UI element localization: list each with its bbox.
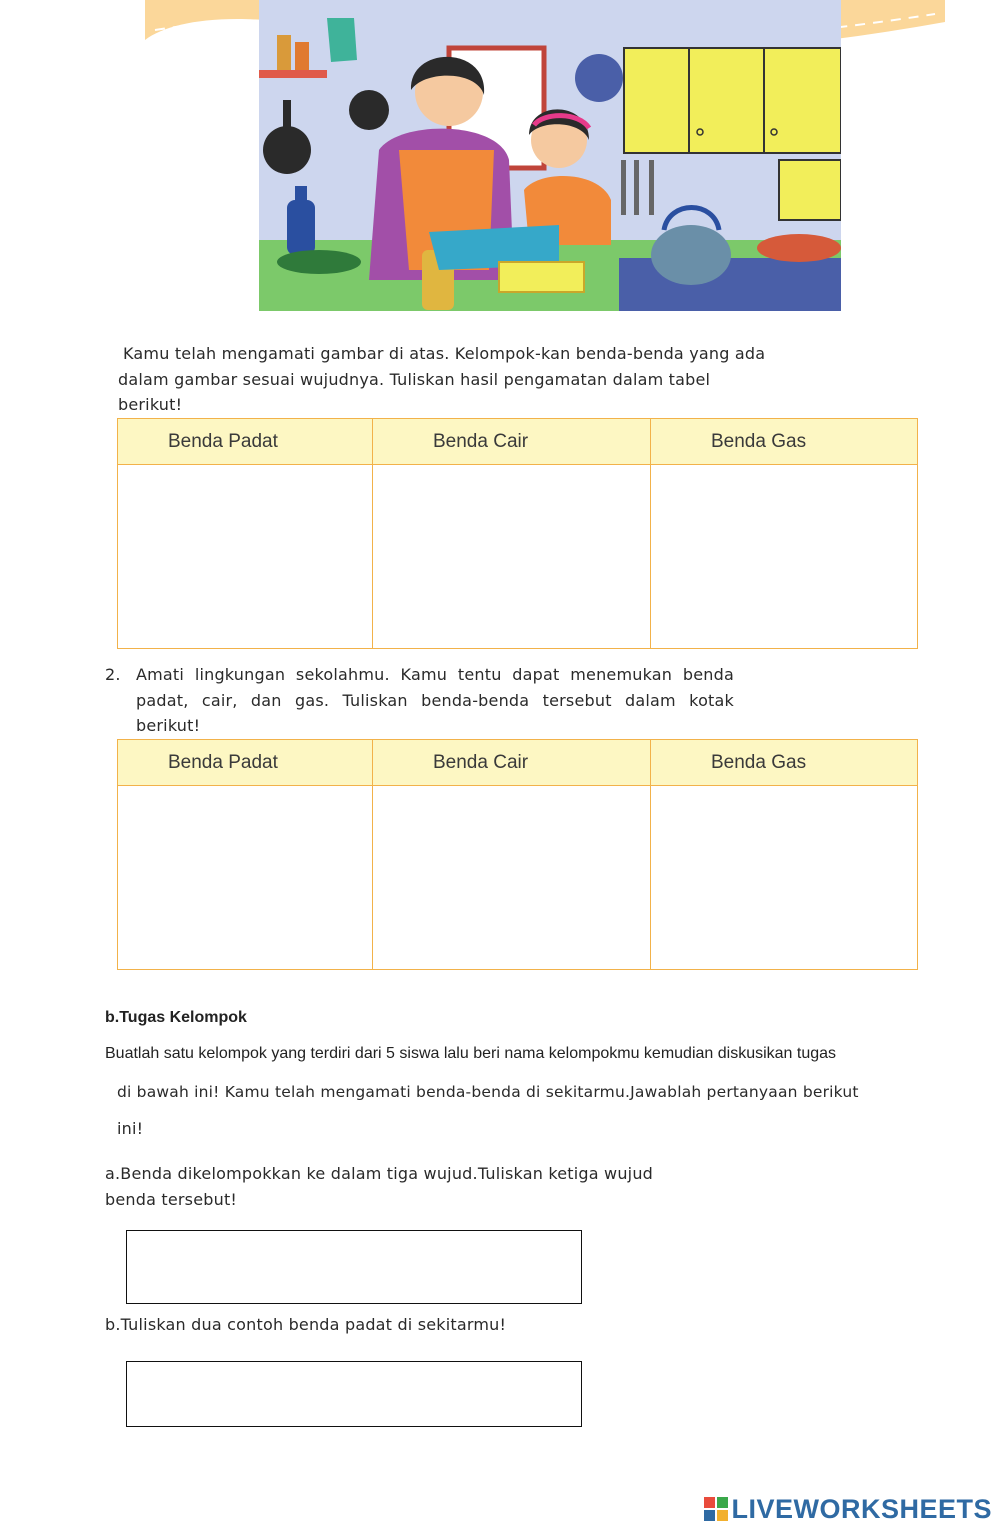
question-2-line-2: padat, cair, dan gas. Tuliskan benda-benda tersebut dalam kotak — [136, 690, 734, 710]
answer-a-input[interactable] — [127, 1231, 581, 1303]
solid-answer-input[interactable] — [118, 861, 372, 895]
group-task-line-3: ini! — [117, 1119, 144, 1138]
liveworksheets-logo — [704, 1492, 992, 1526]
intro-paragraph — [118, 341, 818, 418]
group-task-line-1: Buatlah satu kelompok yang terdiri dari 5 siswa lalu beri nama kelompokmu kemudian diskusikan tugas — [105, 1045, 837, 1062]
table-header-row — [118, 740, 918, 786]
question-a-line-1: a.Benda dikelompokkan ke dalam tiga wujud.Tuliskan ketiga wujud — [105, 1164, 654, 1183]
intro-line-3: berikut! — [118, 395, 183, 414]
group-task-line-2: di bawah ini! Kamu telah mengamati benda-benda di sekitarmu.Jawablah pertanyaan berikut — [117, 1083, 859, 1101]
question-2-number: 2. — [105, 665, 121, 684]
header-solid: Benda Padat — [118, 740, 373, 786]
answer-cell-gas[interactable] — [651, 786, 918, 970]
answer-cell-solid[interactable] — [118, 465, 373, 649]
liveworksheets-logo-text: LIVEWORKSHEETS — [731, 1493, 992, 1524]
kitchen-illustration — [259, 0, 841, 311]
header-liquid: Benda Cair — [373, 740, 651, 786]
question-b-text: b.Tuliskan dua contoh benda padat di sekitarmu! — [105, 1315, 507, 1334]
group-task-title: b.Tugas Kelompok — [105, 1009, 247, 1026]
intro-line-1: Kamu telah mengamati gambar di atas. Kelompok-kan benda-benda yang ada — [123, 344, 766, 363]
answer-box-b[interactable] — [126, 1361, 582, 1427]
liveworksheets-logo-icon — [704, 1497, 728, 1521]
answer-cell-solid[interactable] — [118, 786, 373, 970]
table-header-row — [118, 419, 918, 465]
header-gas: Benda Gas — [651, 740, 918, 786]
answer-cell-gas[interactable] — [651, 465, 918, 649]
answer-cell-liquid[interactable] — [373, 465, 651, 649]
solid-answer-input[interactable] — [118, 540, 372, 574]
question-a-text — [105, 1161, 725, 1212]
table-answer-row — [118, 465, 918, 649]
liquid-answer-input[interactable] — [373, 861, 650, 895]
intro-line-2: dalam gambar sesuai wujudnya. Tuliskan hasil pengamatan dalam tabel — [118, 369, 711, 389]
header-liquid: Benda Cair — [373, 419, 651, 465]
gas-answer-input[interactable] — [651, 540, 917, 574]
question-2-text — [136, 662, 734, 739]
header-solid: Benda Padat — [118, 419, 373, 465]
observation-table-1 — [117, 418, 918, 649]
question-2-line-1: Amati lingkungan sekolahmu. Kamu tentu dapat menemukan benda — [136, 665, 734, 684]
gas-answer-input[interactable] — [651, 861, 917, 895]
table-answer-row — [118, 786, 918, 970]
answer-box-a[interactable] — [126, 1230, 582, 1304]
header-gas: Benda Gas — [651, 419, 918, 465]
liquid-answer-input[interactable] — [373, 540, 650, 574]
answer-b-input[interactable] — [127, 1362, 581, 1426]
observation-table-2 — [117, 739, 918, 970]
question-2-line-3: berikut! — [136, 716, 201, 735]
answer-cell-liquid[interactable] — [373, 786, 651, 970]
question-a-line-2: benda tersebut! — [105, 1189, 238, 1209]
